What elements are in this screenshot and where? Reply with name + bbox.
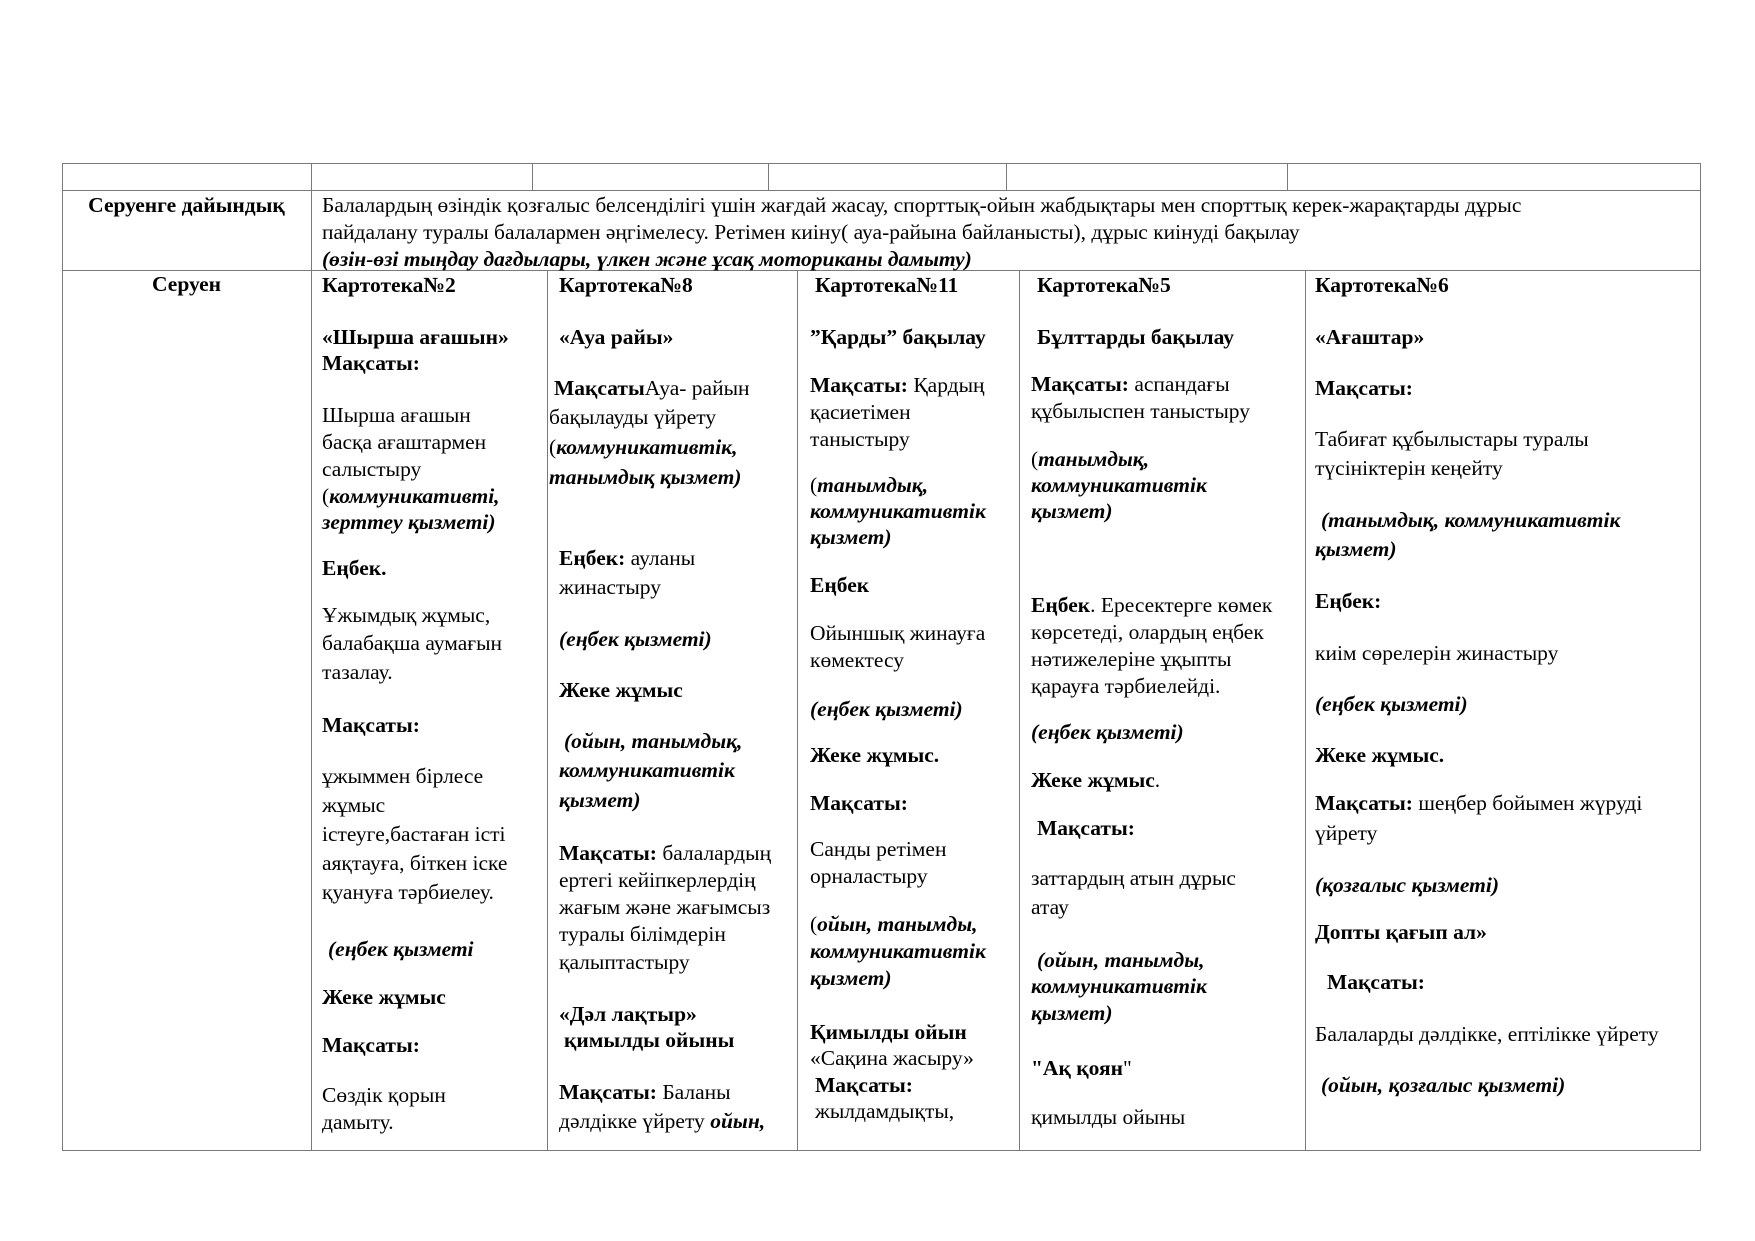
prep-line-2: пайдалану туралы балалармен әңгімелесу. Ретімен киіну( ауа-райына байланысты), дұрыс киінуді бақылау xyxy=(322,220,1300,244)
walk-divider-1 xyxy=(547,270,548,1150)
col5-goal-line-2: түсініктерін кеңейту xyxy=(1315,456,1503,480)
col1-goal2-label: Мақсаты: xyxy=(322,713,420,737)
col2-game-line-1: «Дәл лақтыр» xyxy=(559,1002,697,1026)
col1-labor-heading: Еңбек. xyxy=(322,556,387,580)
col2-goal-label: Мақсаты xyxy=(554,376,645,400)
col4-labor-line-4: қарауға тәрбиелейді. xyxy=(1031,674,1221,698)
col4-individual-line xyxy=(1031,767,1160,794)
col2-goal2-line-3: жағым және жағымсыз xyxy=(559,895,771,919)
col5-goal-line-1: Табиғат құбылыстары туралы xyxy=(1315,427,1589,451)
col1-title: «Шырша ағашын» xyxy=(322,325,509,349)
col5-game-title: Допты қағып ал» xyxy=(1315,920,1487,944)
col4-game-closing-quote: " xyxy=(1122,1056,1132,1080)
col2-goal2-text-a: балалардың xyxy=(656,841,772,865)
col1-goal-activity-line-1 xyxy=(322,483,500,510)
col2-card: Картотека№8 xyxy=(559,273,693,297)
col1-goal-line-3: салыстыру xyxy=(322,457,422,481)
col2-goal-activity-a: коммуникативтік, xyxy=(556,435,738,459)
col3-activity-a: ойын, танымды, xyxy=(817,912,978,936)
col5-labor-activity: (еңбек қызметі) xyxy=(1315,692,1468,716)
col1-goal-label: Мақсаты: xyxy=(322,351,420,375)
col2-title: «Ауа райы» xyxy=(559,325,674,349)
col3-activity-line-1 xyxy=(810,911,978,938)
col4-title: Бұлттарды бақылау xyxy=(1037,325,1235,349)
col4-game-note: қимылды ойыны xyxy=(1031,1105,1186,1129)
col2-goal3-text-b: дәлдікке үйрету xyxy=(559,1109,711,1133)
col1-labor-line-3: тазалау. xyxy=(322,660,393,684)
col4-activity-line-2: коммуникативтік xyxy=(1031,974,1207,998)
col5-labor-heading: Еңбек: xyxy=(1315,589,1382,613)
table-bottom-border xyxy=(62,1150,1700,1151)
col4-labor-text-a: . Ересектерге көмек xyxy=(1090,593,1273,617)
col2-labor-heading: Еңбек: xyxy=(559,546,626,570)
col3-goal-line-1 xyxy=(810,372,985,399)
col5-goal3-label: Мақсаты: xyxy=(1327,970,1425,994)
col2-individual-activity-3: қызмет) xyxy=(559,788,641,812)
col2-individual-activity-1: (ойын, танымдық, xyxy=(564,729,743,753)
table-right-border xyxy=(1700,163,1701,1151)
col4-goal-label: Мақсаты: xyxy=(1031,372,1129,396)
col4-goal-activity-line-3: қызмет) xyxy=(1031,499,1113,523)
col4-goal-activity-line-2: коммуникативтік xyxy=(1031,473,1207,497)
col1-labor-line-2: балабақша аумағын xyxy=(322,631,503,655)
col5-labor-line: киім сөрелерін жинастыру xyxy=(1315,641,1559,665)
col5-goal2-line-2: үйрету xyxy=(1315,821,1378,845)
col2-goal3-text-a: Баланы xyxy=(656,1080,731,1104)
col2-goal2-line-5: қалыптастыру xyxy=(559,950,690,974)
col3-goal-label: Мақсаты: xyxy=(810,373,908,397)
prep-line-1: Балалардың өзіндік қозғалыс белсенділігі үшін жағдай жасау, спорттық-ойын жабдықтары мен спорттық керек-жарақтарды дұрыс xyxy=(322,193,1522,217)
col2-goal3-activity: ойын, xyxy=(710,1109,766,1133)
col4-goal-line-1 xyxy=(1031,371,1230,398)
col2-labor-activity: (еңбек қызметі) xyxy=(559,627,712,651)
label-column-divider xyxy=(311,163,312,1151)
col5-goal3-line: Балаларды дәлдікке, ептілікке үйрету xyxy=(1315,1022,1659,1046)
col2-goal-activity-line-1 xyxy=(549,434,737,461)
walk-row-label: Серуен xyxy=(151,272,222,296)
col1-goal3-label: Мақсаты: xyxy=(322,1033,420,1057)
col5-goal2-label: Мақсаты: xyxy=(1315,791,1413,815)
col5-goal2-text-a: шеңбер бойымен жүруді xyxy=(1412,791,1643,815)
walk-divider-4 xyxy=(1305,270,1306,1150)
col3-goal-text-a: Қардың xyxy=(907,373,985,397)
col3-activity-open: ( xyxy=(810,912,818,936)
col4-goal-text-a: аспандағы xyxy=(1128,372,1230,396)
col4-labor-line-1 xyxy=(1031,592,1272,619)
col4-goal2-label: Мақсаты: xyxy=(1037,816,1135,840)
col1-labor-activity: (еңбек қызметі xyxy=(328,937,474,961)
col4-labor-line-2: көрсетеді, олардың еңбек xyxy=(1031,620,1264,644)
col4-individual-work: Жеке жұмыс xyxy=(1031,768,1155,792)
col4-goal-activity-line-1 xyxy=(1031,446,1149,473)
col3-goal-activity-line-3: қызмет) xyxy=(810,525,892,549)
prep-line-3: (өзін-өзі тыңдау дағдылары, үлкен және ұсақ моториканы дамыту) xyxy=(322,247,972,271)
col3-goal-activity-a: танымдық, xyxy=(817,473,929,497)
col5-goal-activity-line-1: (танымдық, коммуникативтік xyxy=(1321,508,1621,532)
col3-labor-line-1: Ойыншық жинауға xyxy=(810,621,986,645)
row1-divider-4 xyxy=(1287,163,1288,190)
col5-goal-activity-line-2: қызмет) xyxy=(1315,537,1397,561)
col1-goal3-line-2: дамыту. xyxy=(322,1110,394,1134)
col1-goal2-line-1: ұжыммен бірлесе xyxy=(322,764,484,788)
col4-goal2-line-1: заттардың атын дұрыс xyxy=(1031,866,1236,890)
col4-goal-line-2: құбылыспен таныстыру xyxy=(1031,399,1250,423)
col2-labor-text-a: ауланы xyxy=(625,546,696,570)
row1-bottom-border xyxy=(62,190,1700,191)
col4-goal2-line-2: атау xyxy=(1031,895,1069,919)
col2-goal2-label: Мақсаты: xyxy=(559,841,657,865)
col3-game-heading: Қимылды ойын xyxy=(810,1020,967,1044)
col2-goal3-label: Мақсаты: xyxy=(559,1080,657,1104)
walk-divider-2 xyxy=(797,270,798,1150)
col4-activity-line-3: қызмет) xyxy=(1031,1001,1113,1025)
col5-goal2-line-1 xyxy=(1315,790,1642,817)
col2-labor-line-2: жинастыру xyxy=(559,575,662,599)
col2-individual-work: Жеке жұмыс xyxy=(559,678,683,702)
col3-goal-activity-line-2: коммуникативтік xyxy=(810,499,986,523)
col3-goal3-label: Мақсаты: xyxy=(815,1073,913,1097)
table-top-border xyxy=(62,163,1700,164)
col3-game-name: «Сақина жасыру» xyxy=(810,1046,974,1070)
col3-goal-line-3: таныстыру xyxy=(810,427,910,451)
col5-individual-work: Жеке жұмыс. xyxy=(1315,743,1445,767)
col3-individual-work: Жеке жұмыс. xyxy=(810,743,940,767)
col2-labor-line-1 xyxy=(559,545,695,572)
table-left-border xyxy=(62,163,63,1151)
col5-goal2-activity: (қозғалыс қызметі) xyxy=(1315,873,1499,897)
col1-labor-line-1: Ұжымдық жұмыс, xyxy=(322,603,491,627)
prep-row-content xyxy=(322,192,1692,273)
col2-goal-text-a: Ауа- райын xyxy=(644,376,750,400)
col3-labor-activity: (еңбек қызметі) xyxy=(810,697,963,721)
col3-goal2-line-2: орналастыру xyxy=(810,864,928,888)
col1-goal2-line-4: аяқтауға, біткен іске xyxy=(322,851,508,875)
col4-labor-line-3: нәтижелеріне ұқыпты xyxy=(1031,647,1232,671)
col4-game-title: "Ақ қоян xyxy=(1031,1056,1123,1080)
col1-goal-activity-open: ( xyxy=(322,484,330,508)
col1-goal2-line-5: қуануға тәрбиелеу. xyxy=(322,880,494,904)
col2-goal2-line-2: ертегі кейіпкерлердің xyxy=(559,868,756,892)
col1-goal-activity-a: коммуникативті, xyxy=(329,484,500,508)
col5-goal-label: Мақсаты: xyxy=(1315,376,1413,400)
col2-goal2-line-1 xyxy=(559,840,771,867)
col4-individual-dot: . xyxy=(1154,768,1161,792)
walk-divider-3 xyxy=(1019,270,1020,1150)
col4-activity-line-1: (ойын, танымды, xyxy=(1037,948,1205,972)
prep-row-label: Серуенге дайындық xyxy=(88,193,285,217)
col1-goal-line-2: басқа ағаштармен xyxy=(322,430,487,454)
col4-labor-activity: (еңбек қызметі) xyxy=(1031,720,1184,744)
col3-labor-heading: Еңбек xyxy=(810,573,870,597)
col4-game-line xyxy=(1031,1055,1132,1082)
col1-goal-line-1: Шырша ағашын xyxy=(322,403,471,427)
col2-goal2-line-4: туралы білімдерін xyxy=(559,922,726,946)
col4-labor-heading: Еңбек xyxy=(1031,593,1091,617)
col3-labor-line-2: көмектесу xyxy=(810,648,904,672)
row1-divider-1 xyxy=(532,163,533,190)
col5-title: «Ағаштар» xyxy=(1315,325,1425,349)
col2-goal-line-2: бақылауды үйрету xyxy=(549,405,717,429)
row1-divider-2 xyxy=(768,163,769,190)
col3-goal-activity-line-1 xyxy=(810,472,928,499)
col3-goal2-line-1: Санды ретімен xyxy=(810,837,947,861)
col4-goal-activity-open: ( xyxy=(1031,447,1039,471)
col1-goal2-line-2: жұмыс xyxy=(322,793,386,817)
col5-goal3-activity: (ойын, қозғалыс қызметі) xyxy=(1321,1073,1566,1097)
col4-card: Картотека№5 xyxy=(1037,273,1171,297)
col3-title: ”Қарды” бақылау xyxy=(810,325,986,349)
col2-individual-activity-2: коммуникативтік xyxy=(559,758,735,782)
col3-goal-activity-open: ( xyxy=(810,473,818,497)
col3-activity-line-3: қызмет) xyxy=(810,966,892,990)
col5-card: Картотека№6 xyxy=(1315,273,1449,297)
col1-individual-work: Жеке жұмыс xyxy=(322,985,446,1009)
col2-goal3-line-1 xyxy=(559,1079,731,1106)
col2-goal-line-1 xyxy=(554,375,750,402)
col3-card: Картотека№11 xyxy=(815,273,959,297)
col2-goal-activity-line-2: танымдық қызмет) xyxy=(549,465,742,489)
col4-goal-activity-a: танымдық, xyxy=(1038,447,1150,471)
col1-goal3-line-1: Сөздік қорын xyxy=(322,1083,446,1107)
col3-goal3-line-1: жылдамдықты, xyxy=(815,1099,955,1123)
col2-game-line-2: қимылды ойыны xyxy=(564,1028,735,1052)
col2-goal-activity-open: ( xyxy=(549,435,557,459)
col3-goal-line-2: қасиетімен xyxy=(810,400,911,424)
col1-goal2-line-3: істеуге,бастаған істі xyxy=(322,822,506,846)
col3-activity-line-2: коммуникативтік xyxy=(810,939,986,963)
row1-divider-3 xyxy=(1006,163,1007,190)
col3-goal2-label: Мақсаты: xyxy=(810,791,908,815)
col1-goal-activity-line-2: зерттеу қызметі) xyxy=(322,510,496,534)
col2-goal3-line-2 xyxy=(559,1108,765,1135)
col1-card: Картотека№2 xyxy=(322,273,456,297)
